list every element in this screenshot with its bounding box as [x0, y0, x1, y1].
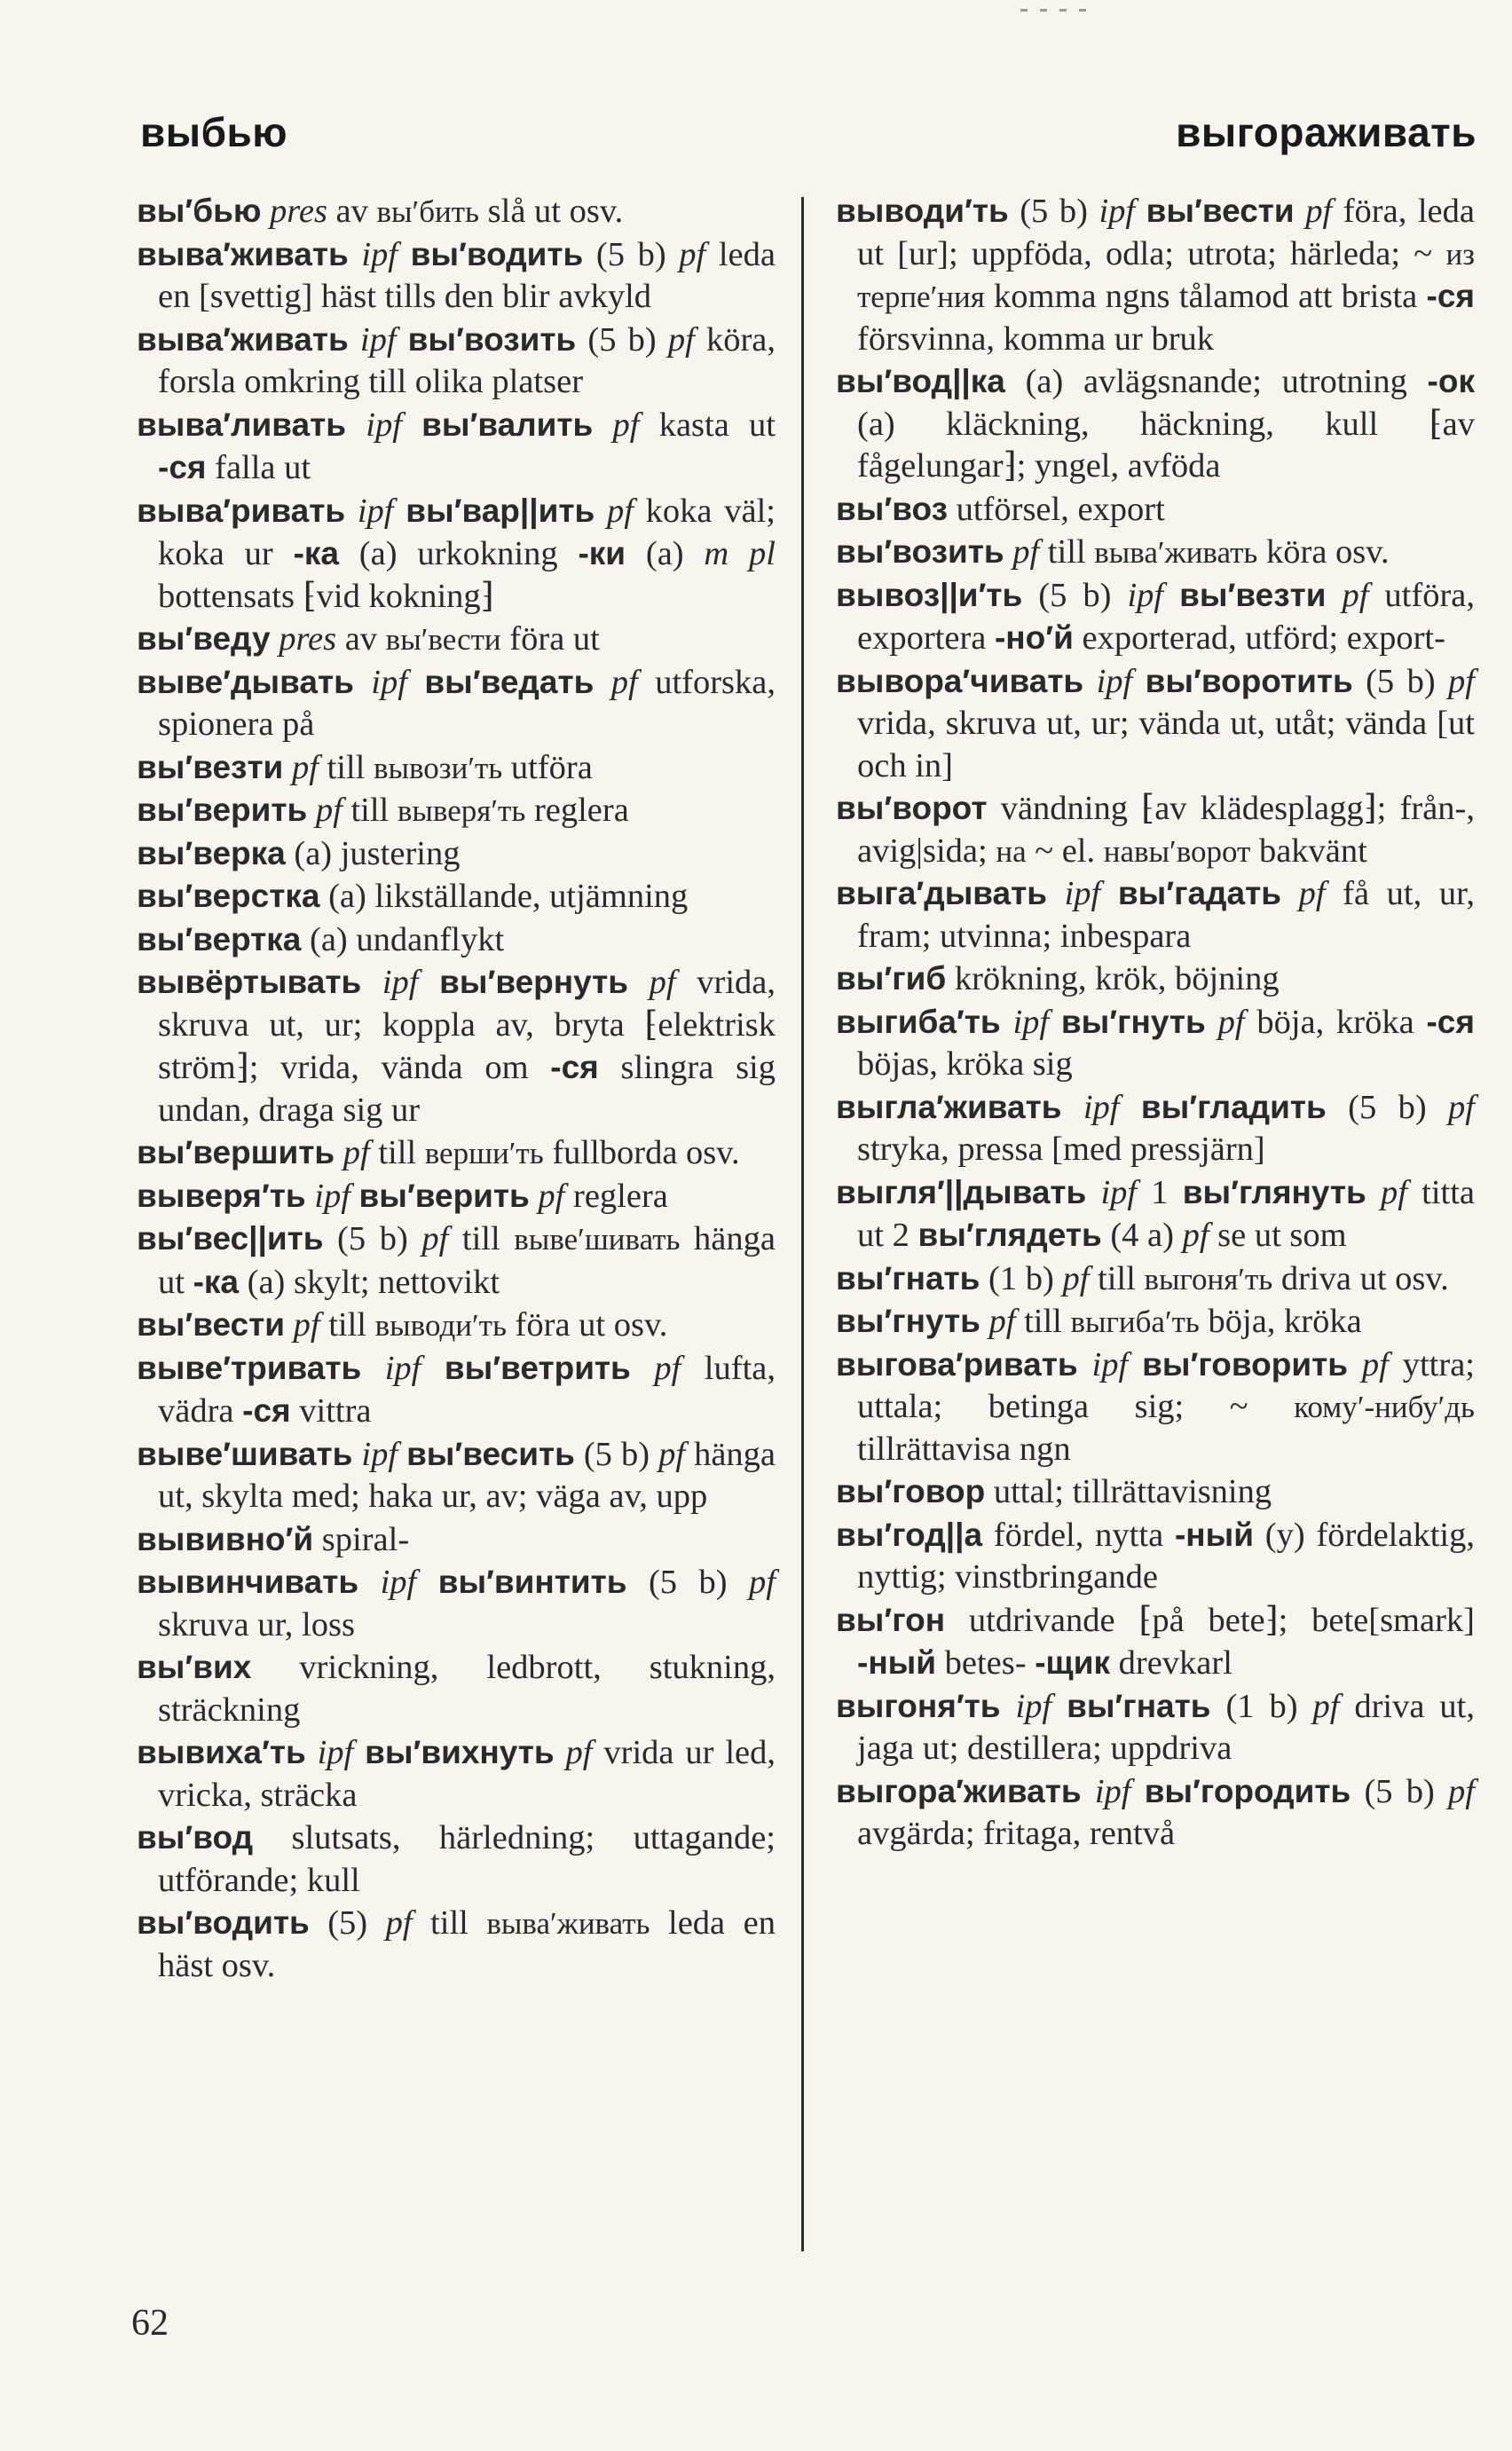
headword: вы′вертка [137, 920, 302, 958]
headword: вы′вести [1146, 193, 1295, 229]
headword: вы′веду [137, 620, 271, 657]
grammar-label: ipf [1000, 1687, 1067, 1725]
definition-text: få ut, ur, fram; utvinna; inbespara [857, 875, 1476, 955]
grammar-label: pf [1326, 576, 1369, 614]
headword: вы′бью [137, 193, 262, 229]
dictionary-entry [836, 1001, 1475, 1086]
grammar-label: pf [283, 748, 319, 786]
headword: -ка [293, 535, 339, 571]
definition-text: stryka, pressa [med pressjärn] [857, 1131, 1265, 1168]
dictionary-entry [137, 1218, 776, 1304]
column-divider [801, 197, 804, 2251]
definition-text: utforska, spionera på [158, 663, 776, 743]
dictionary-entry [836, 360, 1475, 488]
dictionary-entry [137, 404, 776, 490]
headword: вывора′чивать [836, 662, 1084, 699]
headword: вы′гнать [836, 1259, 980, 1296]
definition-text: bakvänt [1250, 831, 1367, 870]
grammar-label: ipf [1000, 1003, 1061, 1041]
definition-text: drevkarl [1110, 1644, 1232, 1682]
headword: вы′вершить [137, 1134, 335, 1170]
dictionary-entry [137, 1902, 776, 1987]
headword: -ся [1426, 278, 1475, 314]
headword: -но′й [994, 619, 1074, 656]
headword: вы′ветрить [444, 1349, 631, 1386]
grammar-label: pf [594, 663, 638, 701]
grammar-label: pf [307, 792, 343, 829]
definition-text: köra, forsla omkring till olika platser [158, 320, 776, 400]
cross-reference: выгиба′ть [1070, 1304, 1200, 1339]
definition-text: 1 [1137, 1173, 1183, 1211]
headword: вы′верить [358, 1177, 530, 1214]
definition-text: (5 b) [576, 320, 668, 359]
headword: выгова′ривать [836, 1345, 1078, 1383]
running-head-right: выгораживать [1176, 109, 1477, 155]
dictionary-entry [836, 660, 1475, 788]
dictionary-entry [836, 872, 1475, 958]
dictionary-entry [137, 661, 776, 746]
dictionary-entry [137, 1646, 776, 1731]
definition-text: (a) kläckning, häckning, kull ⁅av fågelungar⁆; yngel, avföda [857, 405, 1475, 485]
grammar-label: pf [1182, 1217, 1209, 1254]
dictionary-entry [137, 1433, 776, 1518]
definition-text: lufta, vädra [158, 1349, 776, 1430]
definition-text: (5 b) [1326, 1088, 1449, 1126]
grammar-label: ipf [1127, 576, 1180, 614]
definition-text: krökning, krök, böjning [946, 960, 1280, 997]
headword: вы′вар||ить [406, 492, 595, 529]
definition-text: slutsats, härledning; uttagande; utförande; kull [158, 1819, 776, 1899]
definition-text: (5 b) [323, 1220, 422, 1257]
grammar-label: pf [1347, 1345, 1389, 1383]
definition-text: koka väl; koka ur [158, 492, 776, 572]
definition-text: (a) urkokning [338, 535, 579, 572]
dictionary-entry [137, 832, 776, 876]
grammar-label: pf [1448, 662, 1475, 700]
dictionary-entry [836, 1514, 1475, 1599]
definition-text: föra ut [500, 620, 600, 658]
definition-text: vrida ur led, vricka, sträcka [158, 1734, 776, 1814]
grammar-label: pf [421, 1220, 449, 1257]
grammar-label: pf [1448, 1772, 1475, 1810]
headword: вывоз||и′ть [836, 576, 1023, 613]
headword: вы′возить [836, 533, 1004, 570]
headword: выгла′живать [836, 1088, 1062, 1125]
grammar-label: ipf [1077, 1345, 1143, 1383]
definition-text: (5 b) [626, 1564, 750, 1601]
cross-reference: вывози′ть [373, 750, 503, 785]
headword: вы′гнать [1067, 1687, 1211, 1724]
headword: выве′тривать [137, 1349, 362, 1386]
headword: вы′гиб [836, 960, 947, 997]
headword: вы′ведать [424, 663, 595, 700]
definition-text: leda en [svettig] häst tills den blir avkyld [158, 235, 776, 315]
grammar-label: pf [385, 1904, 413, 1942]
grammar-label: pf [980, 1303, 1016, 1340]
cross-reference: выверя′ть [397, 793, 526, 828]
dictionary-entry [836, 1257, 1475, 1301]
headword: -ся [550, 1049, 599, 1085]
headword: -ный [1174, 1516, 1254, 1553]
definition-text: se ut som [1209, 1217, 1347, 1254]
left-column [137, 190, 776, 1987]
headword: вы′вернуть [439, 964, 629, 1000]
dictionary-entry [836, 1685, 1475, 1770]
dictionary-entry [137, 1347, 776, 1433]
definition-text: till [448, 1220, 515, 1257]
grammar-label: pf [658, 1435, 686, 1473]
grammar-label: pf [679, 235, 706, 273]
definition-text: hänga ut, skylta med; haka ur, av; väga av, upp [158, 1435, 776, 1515]
headword: вы′верстка [137, 878, 320, 914]
headword: -ный [857, 1644, 937, 1681]
definition-text: böja, kröka [1244, 1003, 1427, 1041]
grammar-label: ipf [345, 492, 406, 530]
definition-text: betes- [936, 1644, 1036, 1682]
dictionary-entry [137, 1731, 776, 1817]
headword: вы′говорить [1142, 1345, 1348, 1383]
definition-text: föra ut osv. [506, 1306, 668, 1344]
grammar-label: pf [1281, 875, 1326, 912]
cross-reference: верши′ть [424, 1136, 544, 1170]
definition-text: (5) [309, 1904, 386, 1942]
headword: выверя′ть [137, 1177, 306, 1214]
definition-text: (5 b) [583, 235, 680, 273]
dictionary-entry [137, 1304, 776, 1347]
definition-text: (a) avlägsnande; utrotning [1004, 363, 1428, 400]
definition-text: (a) undanflykt [301, 920, 505, 958]
grammar-label: pf [554, 1734, 593, 1771]
dictionary-entry [137, 233, 776, 319]
definition-text: till [1015, 1303, 1071, 1340]
definition-text: (5 b) [574, 1435, 659, 1473]
headword: вы′гон [836, 1601, 946, 1638]
headword: вы′говор [836, 1473, 986, 1509]
headword: -ся [1426, 1003, 1475, 1040]
definition-text: till [369, 1134, 425, 1171]
dictionary-entry [137, 875, 776, 918]
dictionary-entry [137, 918, 776, 962]
dictionary-entry [137, 618, 776, 661]
headword: выве′шивать [137, 1435, 353, 1472]
cross-reference: на [996, 833, 1027, 869]
dictionary-entry [137, 789, 776, 832]
grammar-label: pf [335, 1134, 370, 1171]
grammar-label: ipf [348, 235, 411, 273]
definition-text: (a) justering [285, 834, 461, 872]
definition-text: titta ut 2 [857, 1173, 1475, 1254]
headword: вы′вести [137, 1306, 286, 1343]
definition-text: utdrivande ⁅på bete⁆; bete[smark] [945, 1601, 1475, 1639]
grammar-label: ipf [1047, 875, 1118, 912]
headword: вы′гнуть [1060, 1003, 1206, 1040]
dictionary-entry [836, 1344, 1475, 1471]
definition-text: (a) likställande, utjämning [319, 878, 689, 915]
grammar-label: ipf [352, 1435, 407, 1473]
headword: выве′дывать [137, 663, 354, 700]
definition-text: till [342, 792, 398, 829]
definition-text: hänga ut [158, 1220, 776, 1301]
headword: вывёртывать [137, 964, 362, 1000]
definition-text: reglera [525, 792, 629, 829]
headword: -ок [1427, 363, 1475, 399]
headword: вывивно′й [137, 1520, 314, 1557]
headword: вы′вес||ить [137, 1220, 324, 1257]
grammar-label: ipf [348, 320, 408, 359]
definition-text: falla ut [206, 449, 311, 486]
grammar-label: ipf [1099, 193, 1146, 230]
definition-text: till [1089, 1259, 1145, 1297]
headword: вывинчивать [137, 1564, 359, 1600]
dictionary-entry [836, 1599, 1475, 1685]
dictionary-entry [836, 190, 1475, 360]
cross-reference: из терпе′ния [857, 236, 1475, 314]
definition-text: vittra [290, 1392, 372, 1430]
grammar-label: pres [261, 193, 327, 230]
grammar-label: ipf [358, 1564, 438, 1601]
grammar-label: pf [1294, 193, 1333, 230]
right-column [836, 190, 1475, 1856]
cross-reference: кому′-нибу′дь [1294, 1390, 1475, 1424]
dictionary-entry [836, 958, 1475, 1001]
headword: вы′глянуть [1182, 1173, 1366, 1210]
grammar-label: pf [1062, 1259, 1090, 1297]
definition-text: vrida, skruva ut, ur; vända ut, utåt; vända [ut och in] [857, 705, 1475, 784]
grammar-label: ipf [346, 406, 422, 444]
definition-text: tillrättavisa ngn [857, 1430, 1071, 1468]
running-head-left: выбью [140, 109, 288, 155]
headword: вы′ворот [836, 790, 988, 826]
definition-text: driva ut, jaga ut; destillera; uppdriva [857, 1687, 1475, 1767]
headword: вы′вод [137, 1819, 254, 1856]
dictionary-entry [137, 1131, 776, 1175]
headword: вы′глядеть [917, 1217, 1102, 1253]
headword: вы′винтить [437, 1564, 627, 1600]
headword: вы′вод||ка [836, 363, 1005, 399]
dictionary-entry [137, 746, 776, 790]
dictionary-entry [836, 787, 1475, 872]
headword: выга′дывать [836, 875, 1047, 911]
headword: вы′гнуть [836, 1303, 980, 1339]
headword: вы′год||а [836, 1516, 983, 1553]
headword: вы′везти [1179, 576, 1327, 613]
definition-text: till [318, 748, 374, 786]
grammar-label: ipf [305, 1177, 359, 1215]
headword: вы′верить [137, 792, 308, 828]
headword: вы′возить [407, 320, 577, 358]
definition-text: skruva ur, loss [158, 1605, 355, 1643]
dictionary-entry [137, 1518, 776, 1562]
definition-text: till [319, 1306, 375, 1344]
definition-text: (y) fördelaktig, nyttig; vinstbringande [857, 1516, 1475, 1596]
dictionary-entry [137, 1817, 776, 1902]
cross-reference: выгоня′ть [1144, 1261, 1273, 1296]
cross-reference: вы′вести [385, 622, 501, 657]
definition-text: ~ el. [1026, 831, 1104, 870]
headword: выгора′живать [836, 1772, 1082, 1809]
cross-reference: выве′шивать [514, 1222, 681, 1257]
grammar-label: pf [285, 1306, 320, 1344]
dictionary-entry [836, 1300, 1475, 1344]
grammar-label: ipf [1086, 1173, 1138, 1211]
headword: -ся [242, 1392, 291, 1429]
definition-text: kasta ut [639, 406, 776, 444]
definition-text: (a) skylt; nettovikt [239, 1263, 500, 1301]
grammar-label: ipf [1081, 1772, 1145, 1810]
definition-text: (4 a) [1101, 1217, 1183, 1254]
definition-text: (5 b) [1022, 576, 1128, 614]
grammar-label: pres [270, 620, 337, 658]
grammar-label: pf [1312, 1687, 1340, 1725]
grammar-label: ipf [1061, 1088, 1141, 1126]
definition-text: utförsel, export [947, 490, 1165, 528]
dictionary-entry [836, 1171, 1475, 1257]
definition-text: böjas, kröka sig [857, 1045, 1073, 1083]
dictionary-entry [137, 1561, 776, 1646]
headword: выгоня′ть [836, 1687, 1001, 1724]
dictionary-entry [137, 961, 776, 1131]
dictionary-entry [836, 488, 1475, 532]
definition-text: köra osv. [1257, 533, 1390, 571]
headword: вы′гладить [1140, 1088, 1327, 1125]
headword: вы′гадать [1117, 875, 1281, 911]
grammar-label: ipf [353, 663, 425, 701]
grammar-label: ipf [1083, 662, 1146, 700]
grammar-label: pf [1448, 1088, 1475, 1126]
headword: -щик [1035, 1644, 1111, 1681]
grammar-label: pf [595, 492, 634, 530]
headword: выгиба′ть [836, 1003, 1001, 1040]
dictionary-entry [836, 1770, 1475, 1856]
definition-text: slingra sig undan, draga sig ur [158, 1049, 776, 1129]
headword: вы′воротить [1145, 662, 1353, 699]
cross-reference: выва′живать [486, 1906, 650, 1941]
headword: вы′вихнуть [365, 1734, 555, 1770]
headword: вывиха′ть [137, 1734, 306, 1770]
page-number: 62 [131, 2303, 169, 2344]
definition-text: fullborda osv. [543, 1134, 740, 1171]
definition-text: spiral- [313, 1520, 410, 1558]
dictionary-entry [836, 1470, 1475, 1514]
headword: вы′валить [421, 406, 594, 443]
headword: вы′водить [410, 235, 584, 272]
definition-text: av [336, 620, 386, 658]
grammar-label: pf [667, 320, 695, 359]
headword: вы′весить [406, 1435, 575, 1472]
definition-text: leda en häst osv. [158, 1904, 776, 1984]
dictionary-entry [836, 574, 1475, 660]
definition-text: komma ngns tålamod att brista [984, 278, 1427, 315]
headword: выва′ливать [137, 406, 347, 443]
grammar-label: ipf [305, 1734, 366, 1771]
headword: выва′живать [137, 320, 349, 358]
headword: вы′воз [836, 490, 948, 527]
headword: -ка [193, 1263, 239, 1300]
definition-text: till [412, 1904, 487, 1942]
headword: выва′ривать [137, 492, 346, 529]
headword: вы′вих [137, 1649, 252, 1685]
cross-reference: выводи′ть [374, 1308, 507, 1343]
definition-text: (5 b) [1008, 193, 1099, 230]
cross-reference: вы′бить [376, 194, 480, 229]
grammar-label: pf [630, 1349, 681, 1387]
cross-reference: выва′живать [1094, 535, 1258, 570]
definition-text: yttra; uttala; betinga sig; ~ [857, 1345, 1475, 1425]
definition-text: försvinna, komma ur bruk [857, 319, 1215, 358]
headword: вы′водить [137, 1904, 310, 1941]
headword: -ки [578, 535, 626, 571]
dictionary-entry [137, 319, 776, 404]
definition-text: (1 b) [1210, 1687, 1313, 1725]
definition-text: (5 b) [1352, 662, 1449, 700]
definition-text: vändning ⁅av klädesplagg⁆; från-, avig|sida; [857, 790, 1475, 870]
definition-text: reglera [564, 1177, 668, 1215]
grammar-label: pf [1004, 533, 1040, 571]
definition-text: bottensats ⁅vid kokning⁆ [158, 577, 494, 615]
grammar-label: pf [529, 1177, 565, 1215]
grammar-label: m pl [704, 535, 776, 572]
definition-text: av [327, 193, 377, 230]
definition-text: (1 b) [980, 1259, 1063, 1297]
headword: вы′верка [137, 834, 286, 871]
headword: выва′живать [137, 235, 349, 272]
cross-reference: навы′ворот [1103, 833, 1251, 869]
dictionary-entry [836, 531, 1475, 574]
grammar-label: ipf [361, 964, 440, 1001]
headword: -ся [158, 449, 207, 485]
definition-text: utföra [502, 748, 593, 786]
definition-text: utföra, exportera [857, 576, 1475, 657]
definition-text: fördel, nytta [982, 1516, 1175, 1554]
definition-text: föra, leda ut [ur]; uppföda, odla; utrota; härleda; ~ [857, 193, 1475, 272]
definition-text: vrickning, ledbrott, stukning, sträckning [158, 1649, 776, 1729]
definition-text: exporterad, utförd; export- [1073, 619, 1445, 657]
grammar-label: pf [1205, 1003, 1245, 1041]
definition-text: avgärda; fritaga, rentvå [857, 1815, 1176, 1852]
headword: вы′везти [137, 748, 284, 785]
headword: вы′городить [1144, 1772, 1351, 1809]
definition-text: vrida, skruva ut, ur; koppla av, bryta ⁅elektrisk ström⁆; vrida, vända om [158, 964, 776, 1086]
definition-text: (5 b) [1351, 1772, 1449, 1810]
grammar-label: ipf [361, 1349, 445, 1387]
definition-text: driva ut osv. [1272, 1259, 1449, 1297]
grammar-label: pf [593, 406, 640, 444]
definition-text: till [1039, 533, 1095, 571]
dictionary-entry [137, 1175, 776, 1218]
grammar-label: pf [1366, 1173, 1407, 1211]
dictionary-entry [137, 190, 776, 233]
grammar-label: pf [628, 964, 676, 1001]
dictionary-entry [836, 1086, 1475, 1171]
headword: выводи′ть [836, 193, 1009, 229]
headword: выгля′||дывать [836, 1173, 1087, 1210]
definition-text: uttal; tillrättavisning [985, 1473, 1272, 1510]
grammar-label: pf [749, 1564, 776, 1601]
definition-text: (a) [626, 535, 705, 572]
definition-text: slå ut osv. [479, 193, 624, 230]
dictionary-entry [137, 490, 776, 619]
crop-mark [1020, 0, 1100, 7]
definition-text: böja, kröka [1199, 1303, 1362, 1340]
